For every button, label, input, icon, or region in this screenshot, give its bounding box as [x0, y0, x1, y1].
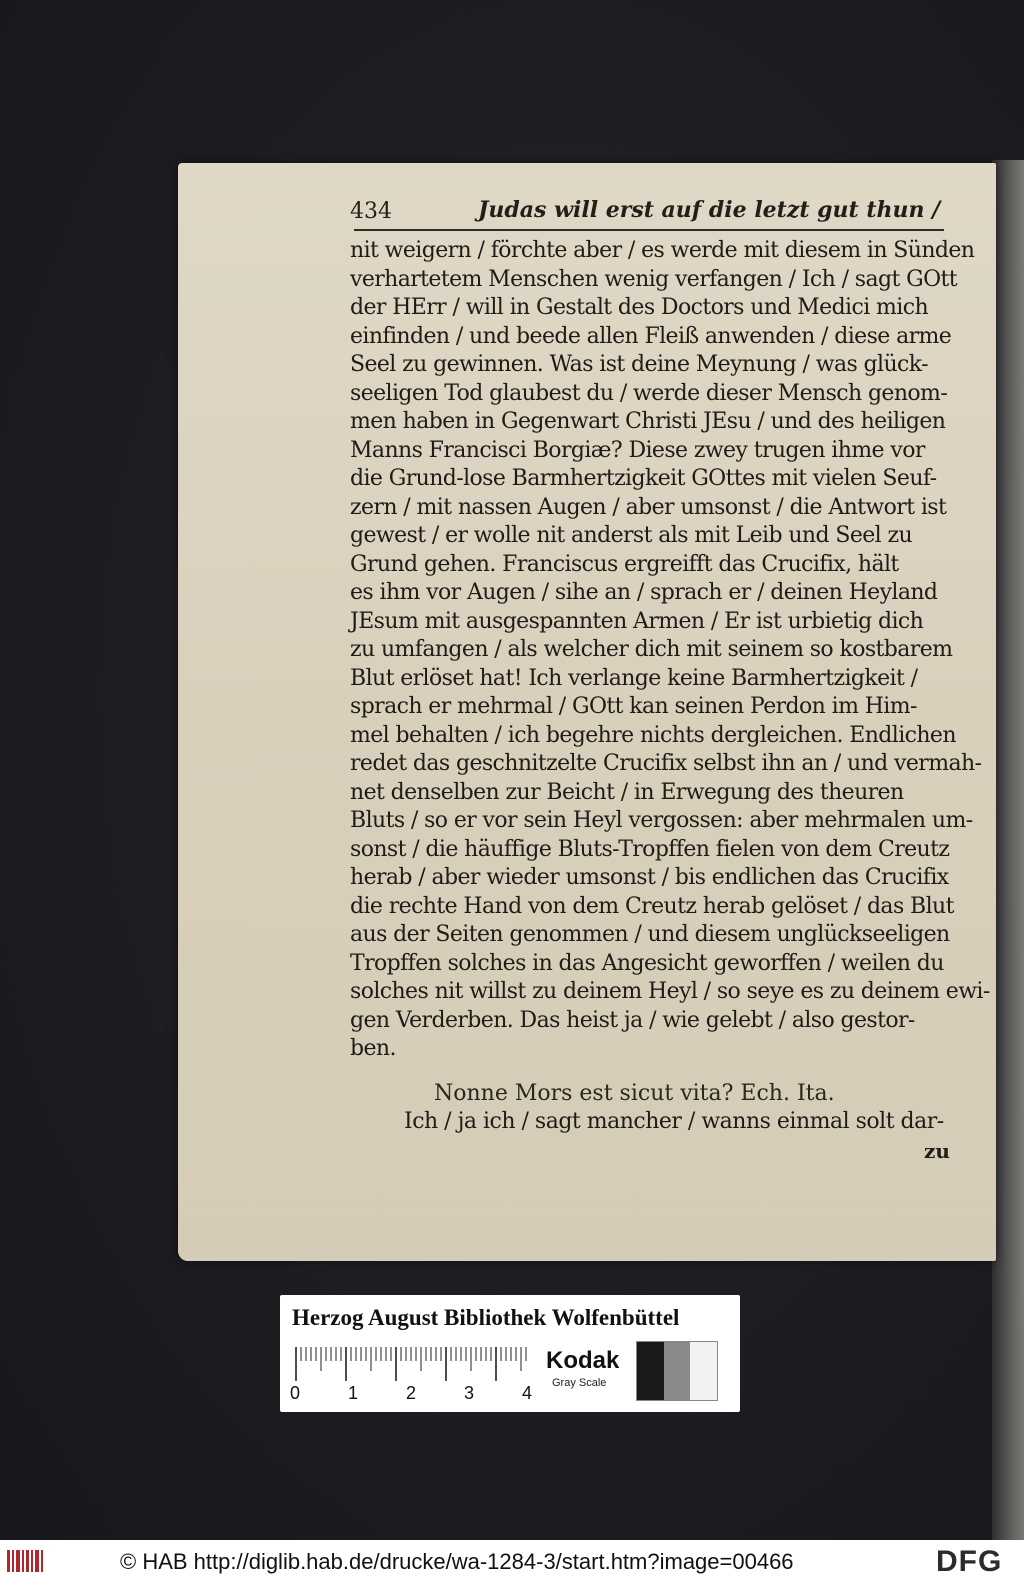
gray-swatch	[664, 1342, 691, 1400]
text-line: Manns Francisci Borgiæ? Diese zwey trugen ihme vor	[350, 437, 925, 463]
header-rule	[354, 229, 944, 231]
adjacent-page-edge	[992, 160, 1024, 1540]
text-line: solches nit willst zu deinem Heyl / so seye es zu deinem ewi-	[350, 979, 990, 1004]
text-line: verhartetem Menschen wenig verfangen / Ich / sagt GOtt	[350, 266, 958, 292]
text-line: nit weigern / förchte aber / es werde mit diesem in Sünden	[350, 238, 975, 263]
text-line: es ihm vor Augen / sihe an / sprach er / deinen Heyland	[350, 580, 938, 605]
text-line: Tropffen solches in das Angesicht geworffen / weilen du	[350, 950, 944, 976]
gray-swatches	[636, 1341, 718, 1401]
hab-logo-icon	[6, 1548, 44, 1574]
text-line: men haben in Gegenwart Christi JEsu / und des heiligen	[350, 409, 946, 434]
catchword: zu	[924, 1139, 950, 1163]
text-line: zu umfangen / als welcher dich mit seinem so kostbarem	[350, 637, 953, 662]
kodak-logo: Kodak	[546, 1347, 620, 1374]
text-line: herab / aber wieder umsonst / bis endlichen das Crucifix	[350, 865, 949, 890]
dfg-logo: DFG	[936, 1545, 1003, 1578]
ruler-label: 2	[406, 1383, 417, 1403]
text-line: ben.	[350, 1036, 396, 1061]
gray-swatch	[690, 1342, 717, 1400]
text-line: sonst / die häuffige Bluts-Tropffen fielen von dem Creutz	[350, 836, 950, 862]
ruler-labels	[286, 1383, 534, 1405]
text-line: net denselben zur Beicht / in Erwegung des theuren	[350, 779, 904, 805]
text-line: einfinden / und beede allen Fleiß anwenden / diese arme	[350, 323, 952, 349]
ruler-label: 1	[348, 1383, 359, 1403]
ruler-scale	[294, 1347, 532, 1381]
gray-swatch	[637, 1342, 664, 1400]
library-color-card	[280, 1295, 740, 1412]
book-page	[178, 163, 996, 1261]
text-line: die Grund-lose Barmhertzigkeit GOttes mit vielen Seuf-	[350, 466, 937, 491]
text-line: Bluts / so er vor sein Heyl vergossen: aber mehrmalen um-	[350, 808, 973, 833]
latin-quote: Nonne Mors est sicut vita? Ech. Ita.	[434, 1081, 835, 1106]
text-line: Grund gehen. Franciscus ergreifft das Crucifix, hält	[350, 551, 899, 577]
text-line: seeligen Tod glaubest du / werde dieser Mensch genom-	[350, 380, 948, 406]
text-line: sprach er mehrmal / GOtt kan seinen Perdon im Him-	[350, 694, 917, 719]
text-line: zern / mit nassen Augen / aber umsonst / die Antwort ist	[350, 494, 947, 520]
library-title: Herzog August Bibliothek Wolfenbüttel	[292, 1305, 680, 1330]
page-number: 434	[350, 199, 392, 224]
text-line: Blut erlöset hat! Ich verlange keine Barmhertzigkeit /	[350, 665, 918, 691]
text-line: die rechte Hand von dem Creutz herab gelöset / das Blut	[350, 893, 954, 919]
text-line: gewest / er wolle nit anderst als mit Leib und Seel zu	[350, 523, 913, 548]
footer-bar	[0, 1540, 1024, 1582]
text-line: der HErr / will in Gestalt des Doctors und Medici mich	[350, 295, 929, 320]
paragraph-line: Ich / ja ich / sagt mancher / wanns einmal solt dar-	[404, 1109, 944, 1134]
text-line: redet das geschnitzelte Crucifix selbst ihn an / und vermah-	[350, 751, 982, 776]
ruler-label: 0	[290, 1383, 301, 1403]
text-line: gen Verderben. Das heist ja / wie gelebt / also gestor-	[350, 1007, 915, 1033]
text-line: mel behalten / ich begehre nichts dergleichen. Endlichen	[350, 722, 956, 748]
body-text	[350, 237, 990, 1064]
gray-scale-label: Gray Scale	[552, 1377, 607, 1389]
copyright-link[interactable]: © HAB http://diglib.hab.de/drucke/wa-1284-3/start.htm?image=00466	[120, 1549, 794, 1574]
text-line: Seel zu gewinnen. Was ist deine Meynung / was glück-	[350, 352, 928, 377]
ruler-label: 3	[464, 1383, 475, 1403]
text-line: JEsum mit ausgespannten Armen / Er ist urbietig dich	[350, 608, 924, 634]
ruler-label: 4	[522, 1383, 533, 1403]
running-head: Judas will erst auf die letzt gut thun /	[478, 197, 941, 223]
text-line: aus der Seiten genommen / und diesem unglückseeligen	[350, 922, 950, 947]
